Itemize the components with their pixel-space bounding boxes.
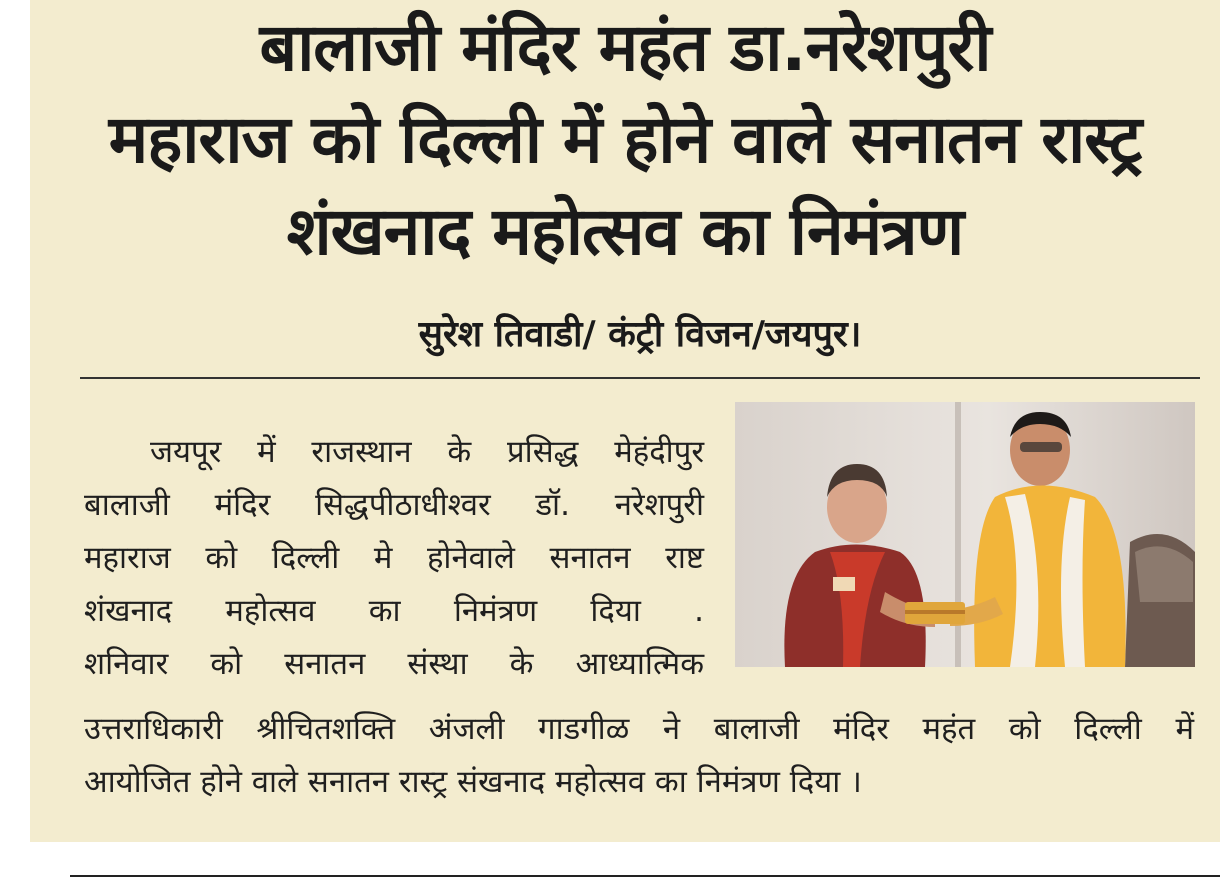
divider (80, 377, 1200, 379)
headline (30, 0, 1220, 278)
byline: सुरेश तिवाडी/ कंट्री विजन/जयपुर। (418, 314, 862, 355)
page-bottom-rule (70, 875, 1220, 877)
headline-line-1: बालाजी मंदिर महंत डा.नरेशपुरी (259, 9, 991, 86)
body-line-3: महाराज को दिल्ली मे होनेवाले सनातन राष्ट (84, 540, 704, 576)
body-line-5: शनिवार को सनातन संस्था के आध्यात्मिक (84, 646, 704, 682)
news-photo (735, 402, 1195, 667)
body-line-4: शंखनाद महोत्सव का निमंत्रण दिया . (84, 593, 704, 629)
body-line-6: उत्तराधिकारी श्रीचितशक्ति अंजली गाडगीळ ने बालाजी मंदिर महंत को दिल्ली में (84, 711, 1194, 747)
headline-line-2: महाराज को दिल्ली में होने वाले सनातन रास्ट्र (108, 101, 1142, 178)
body-line-2: बालाजी मंदिर सिद्धपीठाधीश्वर डॉ. नरेशपुरी (84, 487, 704, 523)
body-line-1: जयपूर में राजस्थान के प्रसिद्ध मेहंदीपुर (150, 434, 704, 470)
body-line-7: आयोजित होने वाले सनातन रास्ट्र संखनाद महोत्सव का निमंत्रण दिया । (84, 764, 862, 800)
headline-line-3: शंखनाद महोत्सव का निमंत्रण (286, 193, 964, 270)
